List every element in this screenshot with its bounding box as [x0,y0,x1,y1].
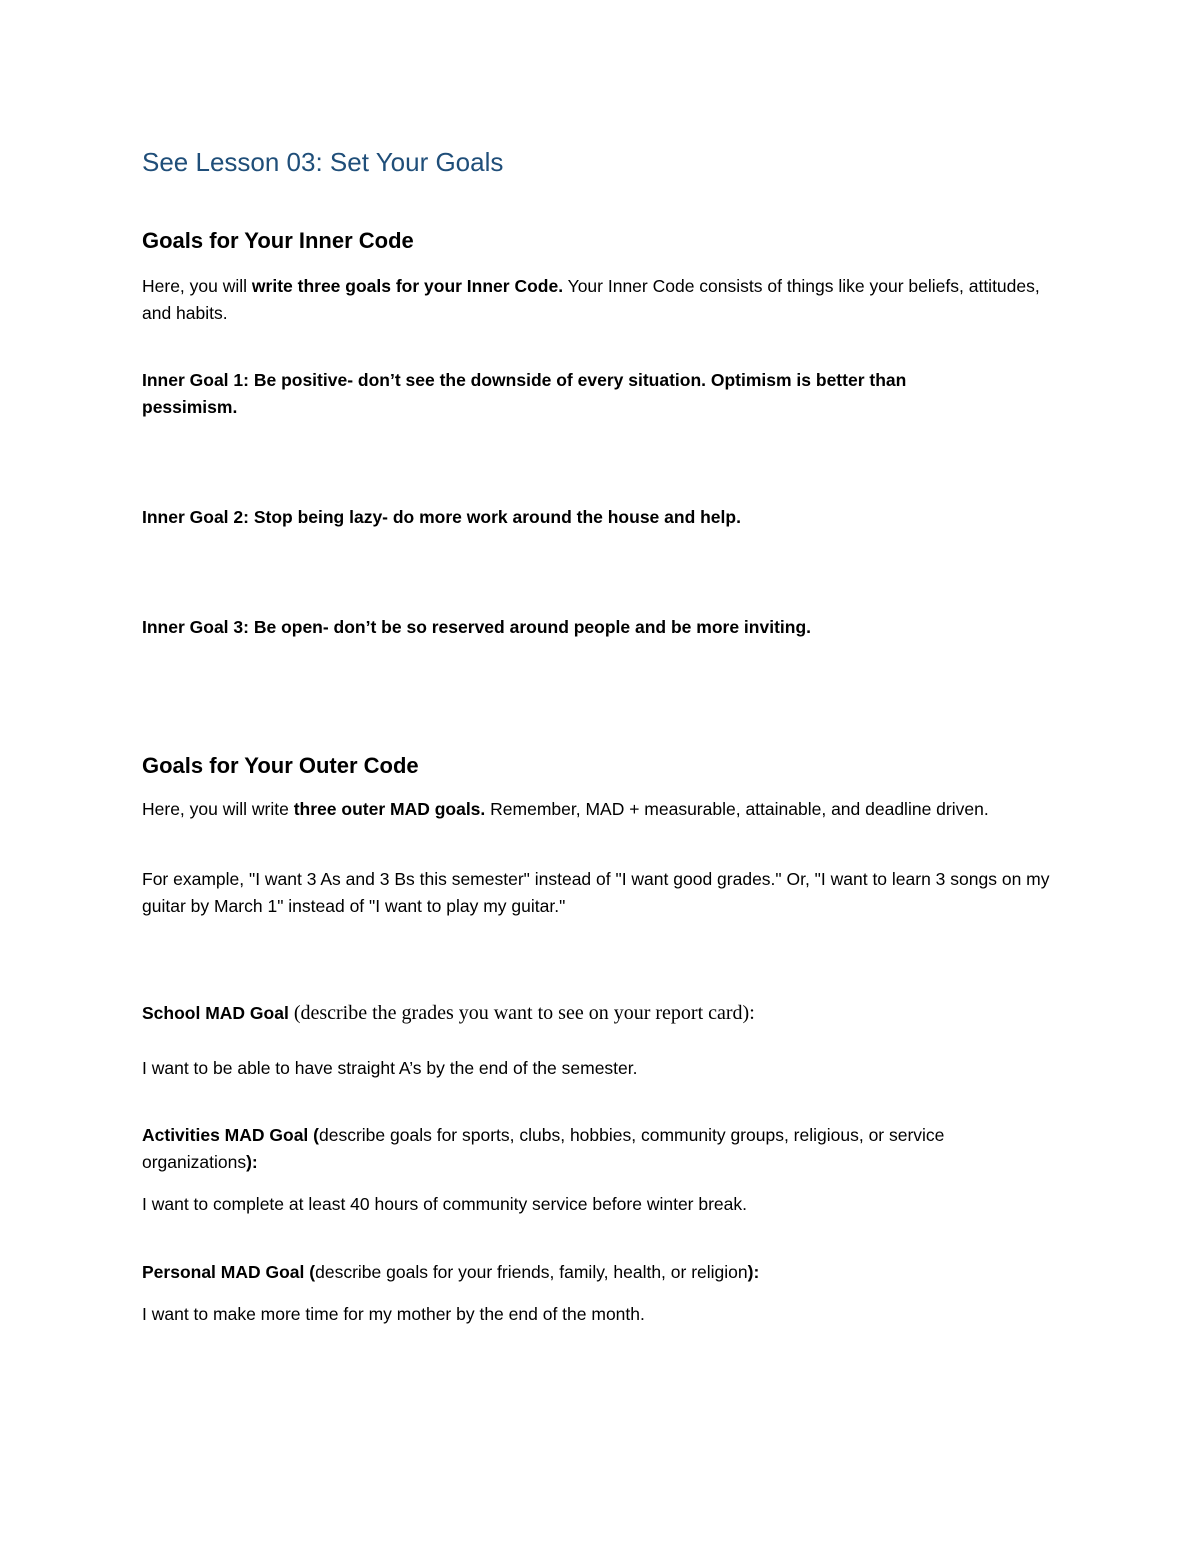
inner-goal-2-label: Inner Goal 2: [142,507,249,527]
inner-code-heading: Goals for Your Inner Code [142,228,414,253]
outer-code-intro [142,796,1052,823]
school-goal-label: School MAD Goal [142,1003,289,1023]
inner-goal-3 [142,614,1052,641]
outer-intro-suffix: Remember, MAD + measurable, attainable, and deadline driven. [485,799,989,819]
inner-goal-1-text: Be positive- don’t see the downside of every situation. Optimism is better than pessimism. [142,370,907,417]
personal-goal-open-paren: ( [304,1262,316,1282]
inner-goal-2 [142,504,1052,531]
inner-goal-2-text: Stop being lazy- do more work around the house and help. [248,507,741,527]
personal-goal-label: Personal MAD Goal [142,1262,305,1282]
activities-goal-open-paren: ( [308,1125,319,1145]
activities-goal-answer: I want to complete at least 40 hours of community service before winter break. [142,1194,748,1214]
page-title: See Lesson 03: Set Your Goals [142,147,504,177]
activities-goal-desc: describe goals for sports, clubs, hobbies, community groups, religious, or service organizations [142,1125,945,1172]
personal-goal-answer: I want to make more time for my mother by the end of the month. [142,1304,645,1324]
school-goal-prompt [142,1000,1052,1027]
outer-intro-prefix: Here, you will write [142,799,294,819]
school-goal-desc: (describe the grades you want to see on your report card): [288,1002,755,1024]
outer-code-example: For example, "I want 3 As and 3 Bs this semester" instead of "I want good grades." Or, "I want to learn 3 songs on my guitar by March 1" instead of "I want to play my guitar." [142,869,1050,916]
inner-intro-prefix: Here, you will [142,276,252,296]
activities-goal-label: Activities MAD Goal [142,1125,309,1145]
inner-goal-3-text: Be open- don’t be so reserved around people and be more inviting. [248,617,811,637]
inner-intro-bold: write three goals for your Inner Code. [251,276,564,296]
inner-code-intro [142,273,1052,327]
personal-goal-desc: describe goals for your friends, family, health, or religion [315,1262,748,1282]
inner-goal-1 [142,367,1002,421]
outer-intro-bold: three outer MAD goals. [293,799,486,819]
personal-goal-prompt [142,1259,1052,1286]
inner-goal-1-label: Inner Goal 1: [142,370,249,390]
inner-goal-3-label: Inner Goal 3: [142,617,249,637]
activities-goal-prompt [142,1122,1052,1176]
inner-intro-suffix: Your Inner Code consists of things like your beliefs, attitudes, and habits. [142,276,1040,323]
activities-goal-close-paren: ): [246,1152,258,1172]
outer-code-heading: Goals for Your Outer Code [142,753,419,778]
school-goal-answer: I want to be able to have straight A’s by the end of the semester. [142,1058,638,1078]
personal-goal-close-paren: ): [747,1262,760,1282]
